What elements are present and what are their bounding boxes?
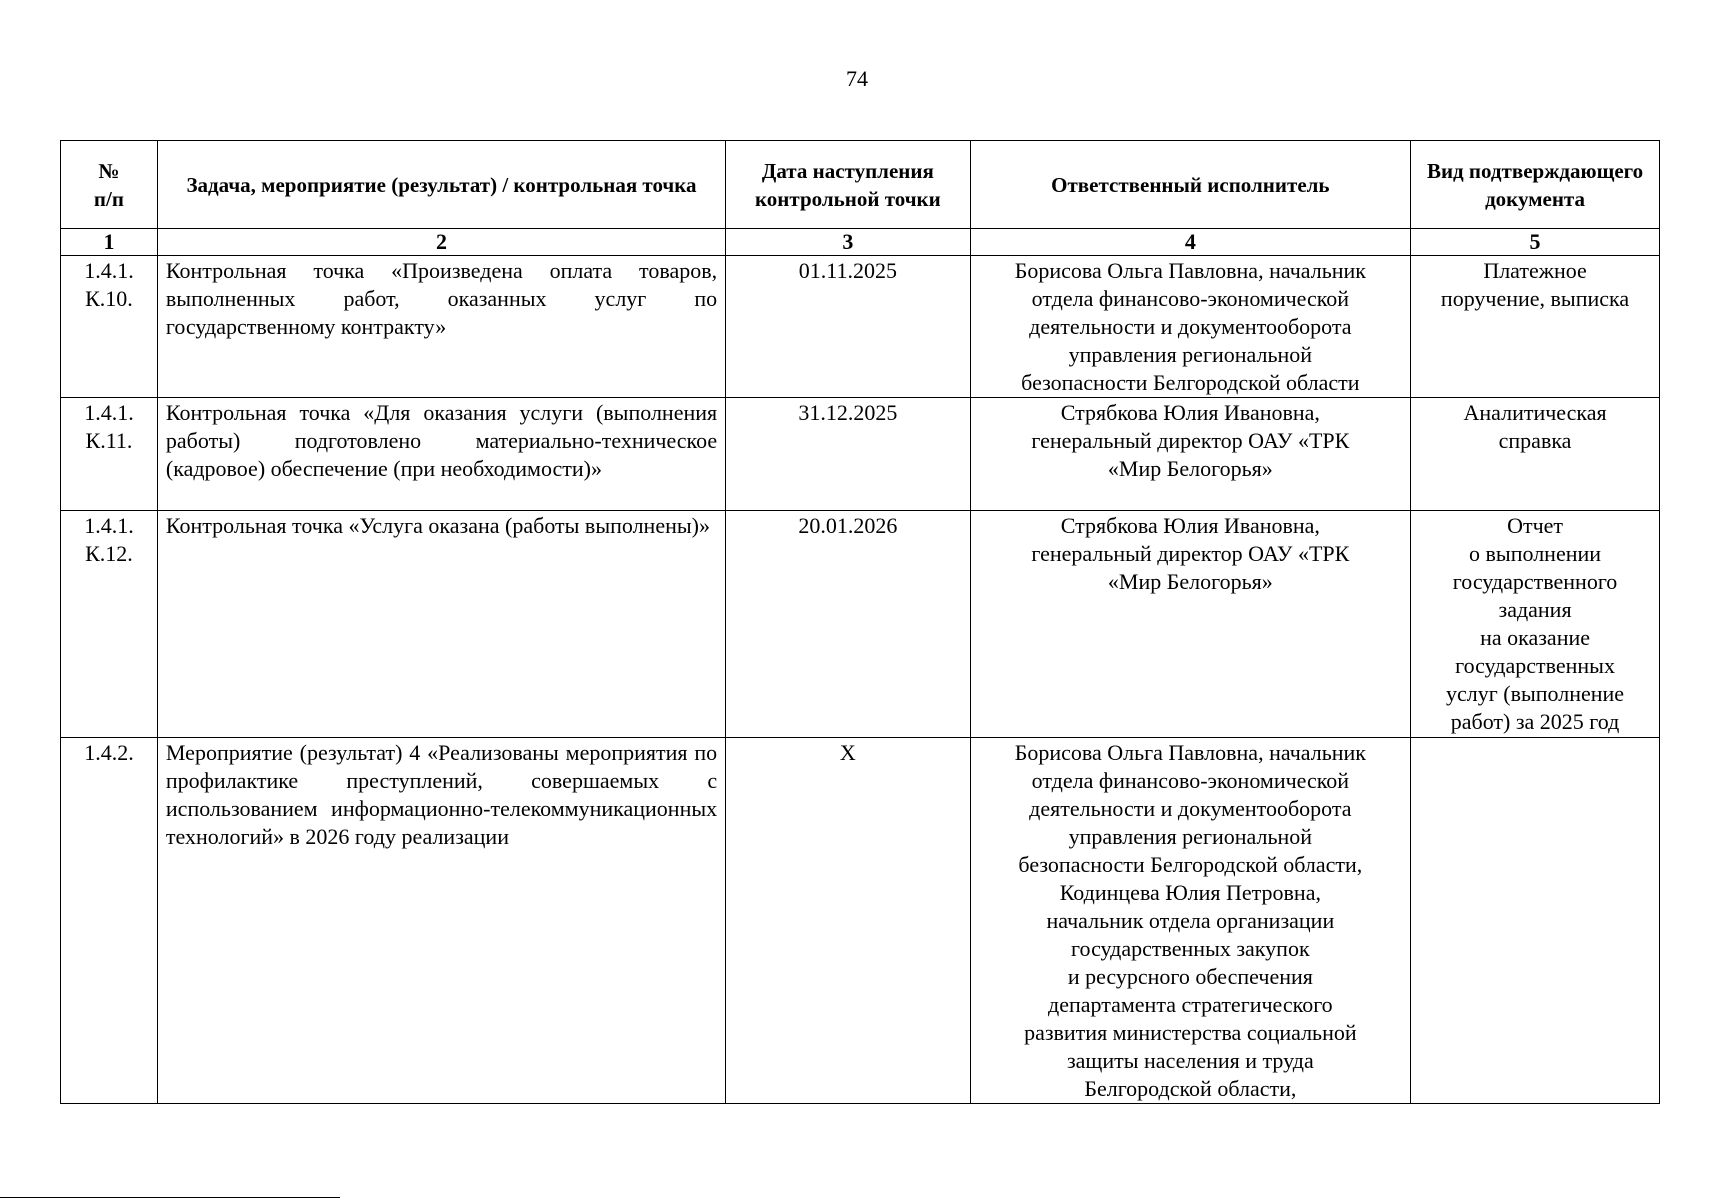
header-number: № п/п — [61, 141, 158, 229]
header-task: Задача, мероприятие (результат) / контрольная точка — [157, 141, 725, 229]
row-responsible: Стрябкова Юлия Ивановна, генеральный директор ОАУ «ТРК «Мир Белогорья» — [970, 398, 1410, 511]
table-row — [61, 256, 1660, 398]
row-task: Контрольная точка «Для оказания услуги (выполнения работы) подготовлено материально-техническое (кадровое) обеспечение (при необходимости)» — [157, 398, 725, 511]
row-document: Платежное поручение, выписка — [1411, 256, 1660, 398]
row-task: Контрольная точка «Услуга оказана (работы выполнены)» — [157, 511, 725, 738]
header-document: Вид подтверждающего документа — [1411, 141, 1660, 229]
column-number: 3 — [726, 229, 970, 256]
table-row — [61, 511, 1660, 738]
row-document: Отчет о выполнении государственного задания на оказание государственных услуг (выполнение работ) за 2025 год — [1411, 511, 1660, 738]
control-points-table — [60, 140, 1660, 1104]
header-date: Дата наступления контрольной точки — [726, 141, 970, 229]
row-number: 1.4.1. К.11. — [61, 398, 158, 511]
column-number: 2 — [157, 229, 725, 256]
row-document — [1411, 738, 1660, 1104]
page-number: 74 — [846, 66, 868, 91]
footnote-separator-line — [0, 1197, 340, 1198]
row-date: 31.12.2025 — [726, 398, 970, 511]
table-row — [61, 738, 1660, 1104]
table-row — [61, 398, 1660, 511]
row-task: Мероприятие (результат) 4 «Реализованы мероприятия по профилактике преступлений, совершаемых с использованием информационно-телекоммуникационных технологий» в 2026 году реализации — [157, 738, 725, 1104]
row-date: 01.11.2025 — [726, 256, 970, 398]
row-date: 20.01.2026 — [726, 511, 970, 738]
row-number: 1.4.2. — [61, 738, 158, 1104]
table-header-row — [61, 141, 1660, 229]
row-document: Аналитическая справка — [1411, 398, 1660, 511]
column-number: 5 — [1411, 229, 1660, 256]
column-number: 1 — [61, 229, 158, 256]
row-responsible: Борисова Ольга Павловна, начальник отдела финансово-экономической деятельности и документооборота управления региональной безопасности Белгородской области — [970, 256, 1410, 398]
column-number-row — [61, 229, 1660, 256]
row-date: Х — [726, 738, 970, 1104]
row-responsible: Борисова Ольга Павловна, начальник отдела финансово-экономической деятельности и документооборота управления региональной безопасности Белгородской области, Кодинцева Юлия Петровна, начальник отдела организации государственных закупок и ресурсного обеспечения департамента стратегического развития министерства социальной защиты населения и труда Белгородской области, — [970, 738, 1410, 1104]
row-number: 1.4.1. К.10. — [61, 256, 158, 398]
row-number: 1.4.1. К.12. — [61, 511, 158, 738]
column-number: 4 — [970, 229, 1410, 256]
header-responsible: Ответственный исполнитель — [970, 141, 1410, 229]
row-task: Контрольная точка «Произведена оплата товаров, выполненных работ, оказанных услуг по государственному контракту» — [157, 256, 725, 398]
row-responsible: Стрябкова Юлия Ивановна, генеральный директор ОАУ «ТРК «Мир Белогорья» — [970, 511, 1410, 738]
